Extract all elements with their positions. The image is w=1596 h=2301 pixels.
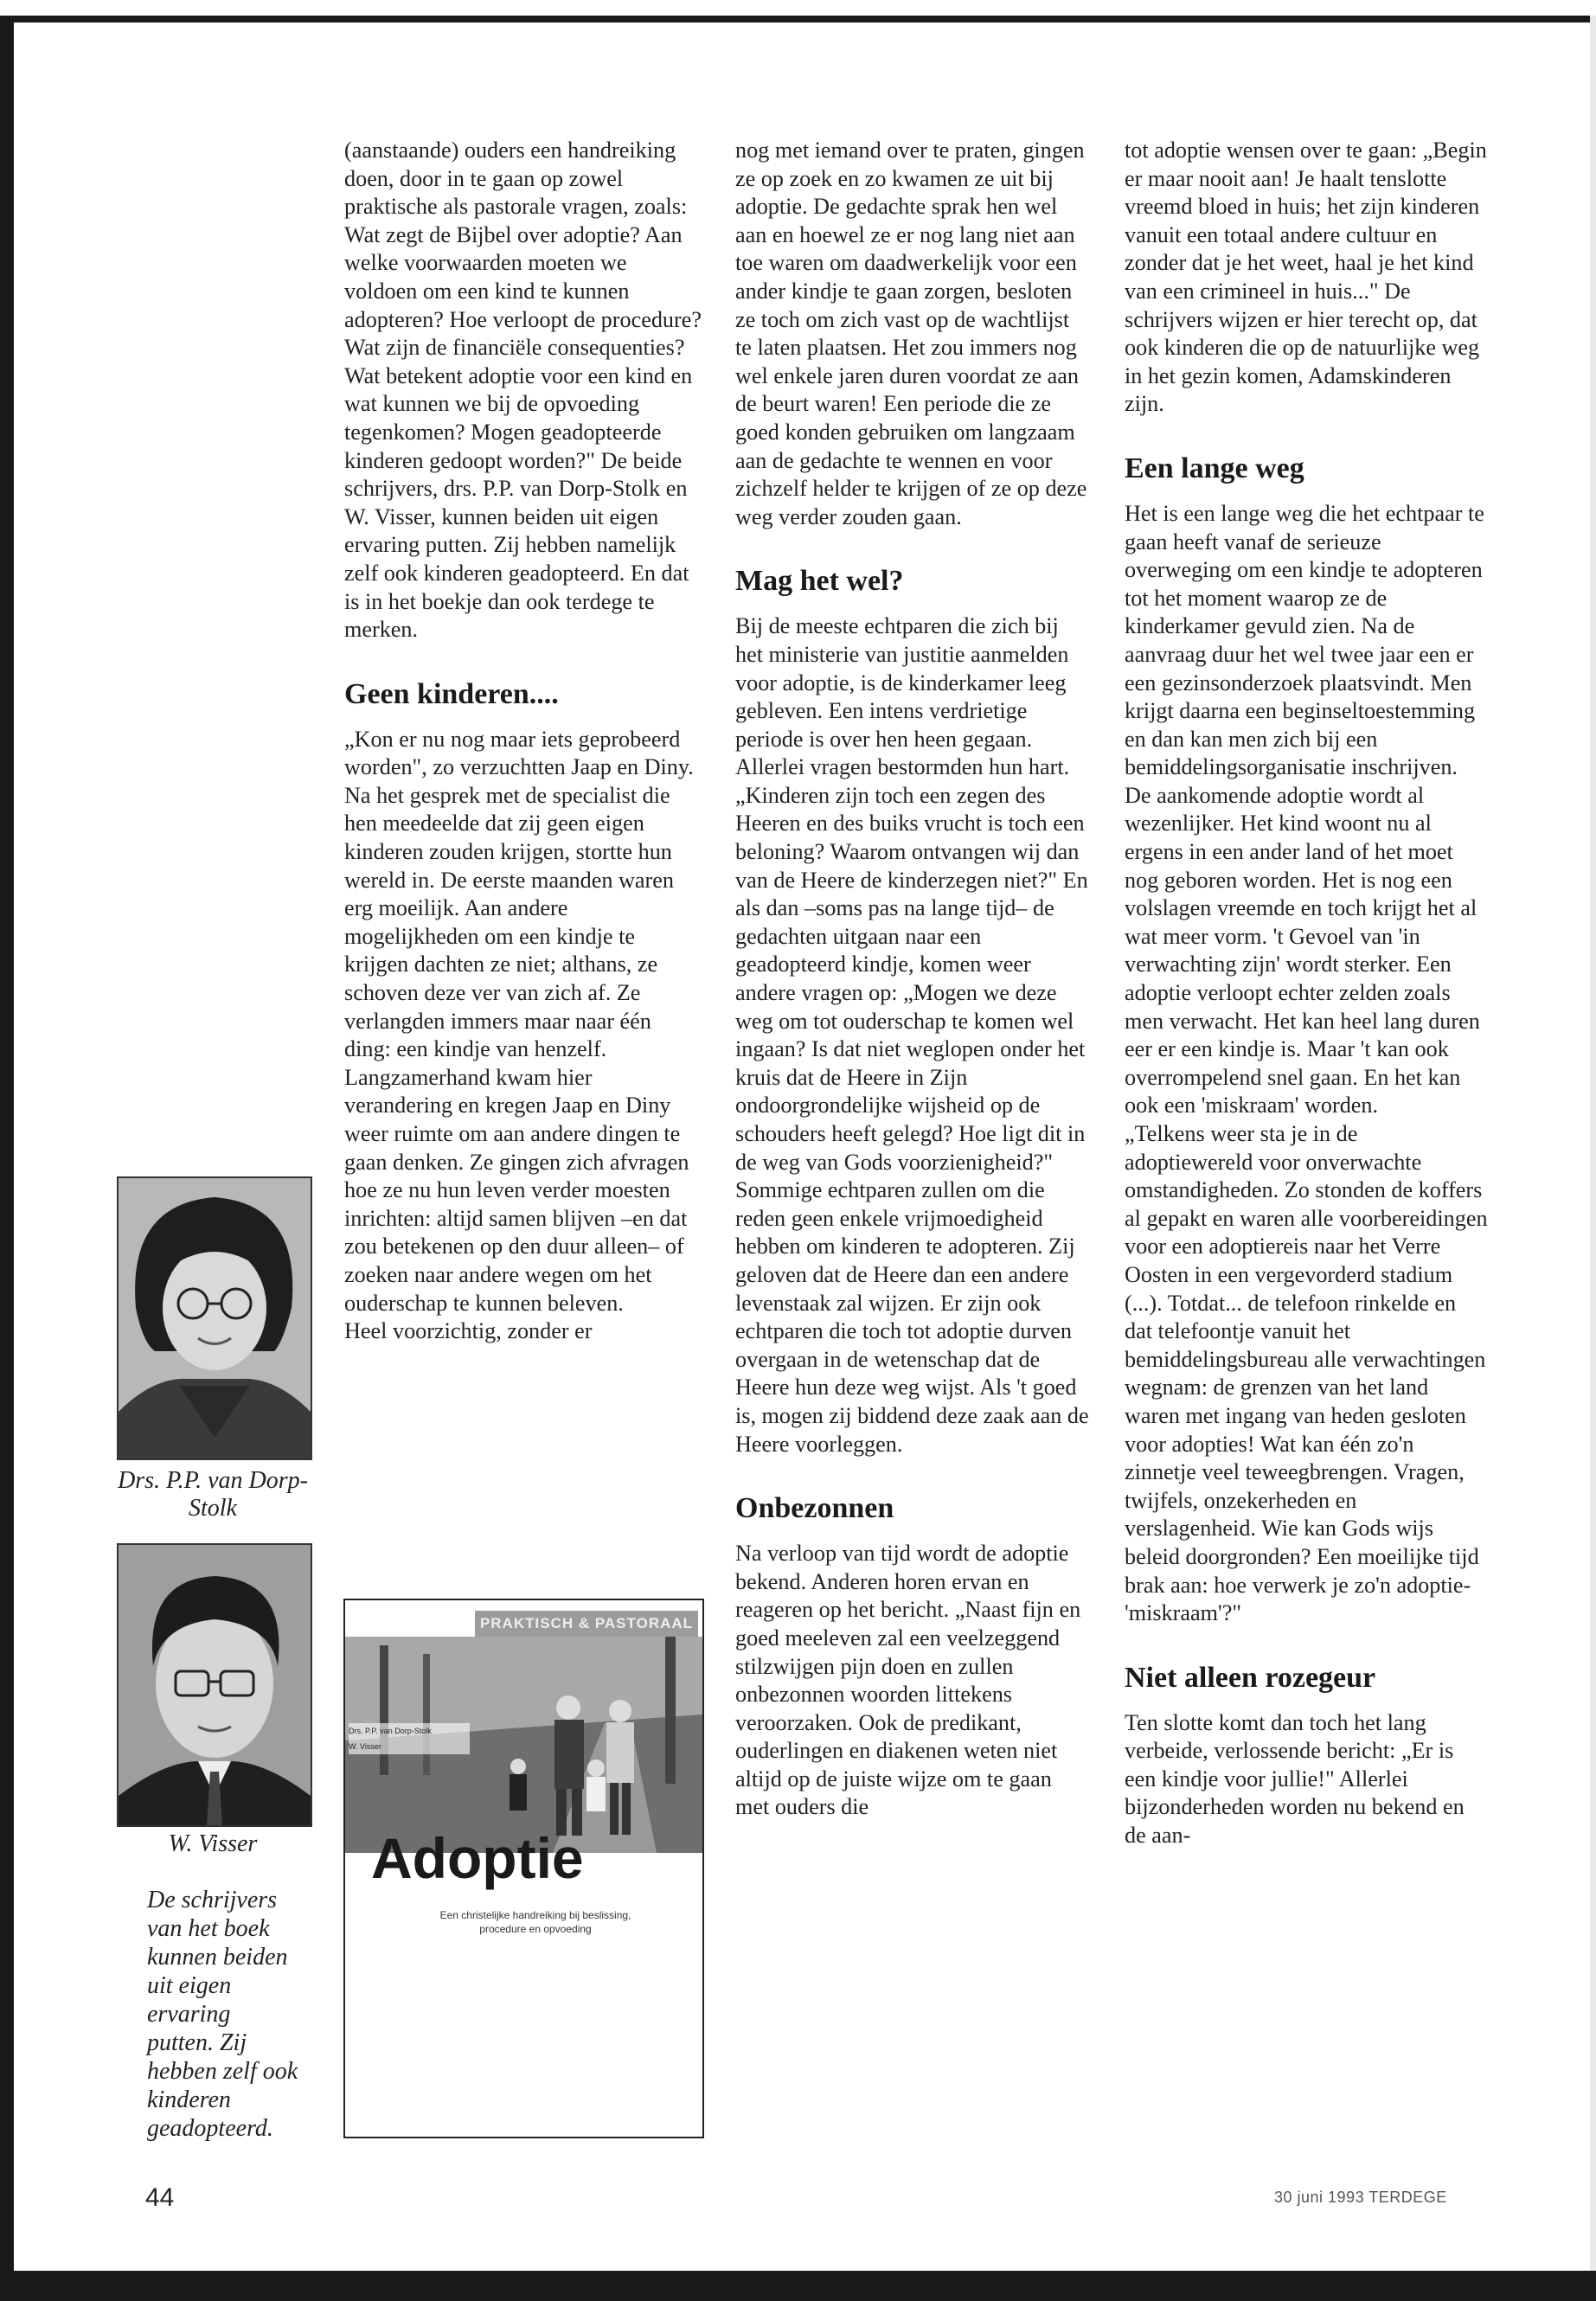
author-photo-visser (117, 1543, 312, 1827)
paragraph: tot adoptie wensen over te gaan: „Begin er maar nooit aan! Je haalt tenslotte vreemd bloed in huis; het zijn kinderen vanuit een totaal andere cultuur en zonder dat je het weet, haal je het kind van een crimineel in huis..." De schrijvers wijzen er hier terecht op, dat ook kinderen die op de natuurlijke weg in het gezin komen, Adamskinderen zijn. (1125, 138, 1487, 417)
portrait-man-image (119, 1545, 311, 1825)
photo-caption-2: W. Visser (168, 1830, 258, 1857)
left-frame-bar (0, 16, 14, 2282)
book-author-2: W. Visser (349, 1742, 381, 1751)
paragraph: Na verloop van tijd wordt de adoptie bekend. Anderen horen ervan en reageren op het bericht. „Naast fijn en goed meeleven zal een veelzeggend stilzwijgen pijn doen en zullen onbezonnen woorden littekens veroorzaken. Ook de predikant, ouderlingen en diakenen weten niet altijd op de juiste wijze om te gaan met ouders die (735, 1541, 1081, 1820)
book-series-banner: PRAKTISCH & PASTORAAL (475, 1611, 698, 1637)
book-title: Adoptie (371, 1826, 584, 1890)
paragraph: De aankomende adoptie wordt al wezenlijker. Het kind woont nu al ergens in een ander land of het moet nog geboren worden. Het is nog een volslagen vreemde en toch krijgt het al wat meer vorm. 't Gevoel van 'in verwachting zijn' wordt sterker. Een adoptie verloopt echter zelden zoals men verwacht. Het kan heel lang duren eer er een kindje is. Maar 't kan ook overrompelend snel gaan. En het kan ook een 'miskraam' worden. (1125, 782, 1480, 1118)
paragraph: Het is een lange weg die het echtpaar te gaan heeft vanaf de serieuze overweging om een kindje te adopteren tot het moment waarop ze de kinderkamer gevuld zien. Na de aanvraag duur het wel twee jaar een er een gezinsonderzoek plaatsvindt. Men krijgt daarna een beginseltoestemming en dan kan men zich bij een bemiddelingsorganisatie inschrijven. (1125, 500, 1484, 780)
book-subtitle: Een christelijke handreiking bij beslissing, procedure en opvoeding (439, 1909, 631, 1935)
page-number: 44 (145, 2183, 175, 2212)
section-heading-onbezonnen: Onbezonnen (735, 1492, 894, 1525)
book-cover-image (343, 1599, 704, 2138)
paragraph: (aanstaande) ouders een handreiking doen, door in te gaan op zowel praktische als pastorale vragen, zoals: Wat zegt de Bijbel over adoptie? Aan welke voorwaarden moeten we voldoen om een kind te kunnen adopteren? Hoe verloopt de procedure? Wat zijn de financiële consequenties? Wat betekent adoptie voor een kind en wat kunnen we bij de opvoeding tegenkomen? Mogen geadopteerde kinderen gedoopt worden?" De beide schrijvers, drs. P.P. van Dorp-Stolk en W. Visser, kunnen beiden uit eigen ervaring putten. Zij hebben namelijk zelf ook kinderen geadopteerd. En dat is in het boekje dan ook terdege te merken. (344, 138, 702, 643)
article-column-2 (735, 137, 1090, 1822)
section-heading-niet-alleen-rozegeur: Niet alleen rozegeur (1125, 1661, 1376, 1694)
side-caption: De schrijvers van het boek kunnen beiden uit eigen ervaring putten. Zij hebben zelf ook kinderen geadopteerd. (147, 1887, 298, 2142)
portrait-woman-image (119, 1178, 311, 1458)
section-heading-mag-het-wel: Mag het wel? (735, 565, 904, 598)
right-edge-strip (1590, 16, 1596, 2273)
paragraph: Bij de meeste echtparen die zich bij het ministerie van justitie aanmelden voor adoptie, is de kinderkamer leeg gebleven. Een intens verdrietige periode is over hen heen gegaan. Allerlei vragen bestormden hun hart. „Kinderen zijn toch een zegen des Heeren en des buiks vrucht is toch een beloning? Waarom ontvangen wij dan van de Heere de kinderzegen niet?" En als dan –soms pas na lange tijd– de gedachten uitgaan naar een geadopteerd kindje, komen weer andere vragen op: „Mogen we deze weg om tot ouderschap te komen wel ingaan? Is dat niet weglopen onder het kruis dat de Heere in Zijn ondoorgrondelijke wijsheid op de schouders heeft gelegd? Hoe ligt dit in de weg van Gods voorzienigheid?" (735, 613, 1088, 1175)
book-authors (349, 1723, 470, 1754)
issue-date: 30 juni 1993 TERDEGE (1274, 2189, 1447, 2206)
book-author-1: Drs. P.P. van Dorp-Stolk (349, 1727, 432, 1735)
article-column-3 (1125, 137, 1488, 1850)
paragraph: Heel voorzichtig, zonder er (344, 1318, 593, 1344)
author-photo-van-dorp-stolk (117, 1176, 312, 1460)
paragraph: „Kon er nu nog maar iets geprobeerd worden", zo verzuchtten Jaap en Diny. Na het gesprek met de specialist die hen meedeelde dat zij geen eigen kinderen zouden krijgen, stortte hun wereld in. De eerste maanden waren erg moeilijk. Aan andere mogelijkheden om een kindje te krijgen dachten ze niet; althans, ze schoven deze ver van zich af. Ze verlangden immers maar naar één ding: een kindje van henzelf. Langzamerhand kwam hier verandering en kregen Jaap en Diny weer ruimte om aan andere dingen te gaan denken. Ze gingen zich afvragen hoe ze nu hun leven verder moesten inrichten: altijd samen blijven –en dat zou betekenen op den duur alleen– of zoeken naar andere wegen om het ouderschap te kunnen beleven. (344, 726, 694, 1316)
section-heading-een-lange-weg: Een lange weg (1125, 452, 1304, 484)
article-column-1 (344, 137, 703, 1346)
paragraph: Sommige echtparen zullen om die reden geen enkele vrijmoedigheid hebben om kinderen te adopteren. Zij geloven dat de Heere dan een andere levenstaak zal wijzen. Er zijn ook echtparen die toch tot adoptie durven overgaan in de wetenschap dat de Heere hun deze weg wijst. Als 't goed is, mogen zij biddend deze zaak aan de Heere voorleggen. (735, 1177, 1089, 1457)
photo-caption-1: Drs. P.P. van Dorp-Stolk (118, 1467, 308, 1522)
bottom-frame-bar (0, 2271, 1596, 2301)
paragraph: Ten slotte komt dan toch het lang verbeide, verlossende bericht: „Er is een kindje voor jullie!" Allerlei bijzonderheden worden nu bekend en de aan- (1125, 1709, 1465, 1849)
section-heading-geen-kinderen: Geen kinderen.... (344, 677, 559, 710)
paragraph: nog met iemand over te praten, gingen ze op zoek en zo kwamen ze uit bij adoptie. De gedachte sprak hen wel aan en hoewel ze er nog lang niet aan toe waren om daadwerkelijk voor een ander kindje te gaan zorgen, besloten ze toch om zich vast op de wachtlijst te laten plaatsen. Het zou immers nog wel enkele jaren duren voordat ze aan de beurt waren! Een periode die ze goed konden gebruiken om langzaam aan de gedachte te wennen en voor zichzelf helder te krijgen of ze op deze weg verder zouden gaan. (735, 138, 1087, 529)
paragraph: „Telkens weer sta je in de adoptiewereld voor onverwachte omstandigheden. Zo stonden de koffers al gepakt en waren alle voorbereidingen voor een adoptiereis naar het Verre Oosten in een vergevorderd stadium (...). Totdat... de telefoon rinkelde en dat telefoontje vanuit het bemiddelingsbureau alle verwachtingen wegnam: de grenzen van het land waren met ingang van heden gesloten voor adopties! Wat kan één zo'n zinnetje veel teweegbrengen. Vragen, twijfels, onzekerheden en verslagenheid. Wie kan Gods wijs beleid doorgronden? Een moeilijke tijd brak aan: hoe verwerk je zo'n adoptie-'miskraam'?" (1125, 1121, 1488, 1626)
top-frame-bar (0, 16, 1596, 22)
